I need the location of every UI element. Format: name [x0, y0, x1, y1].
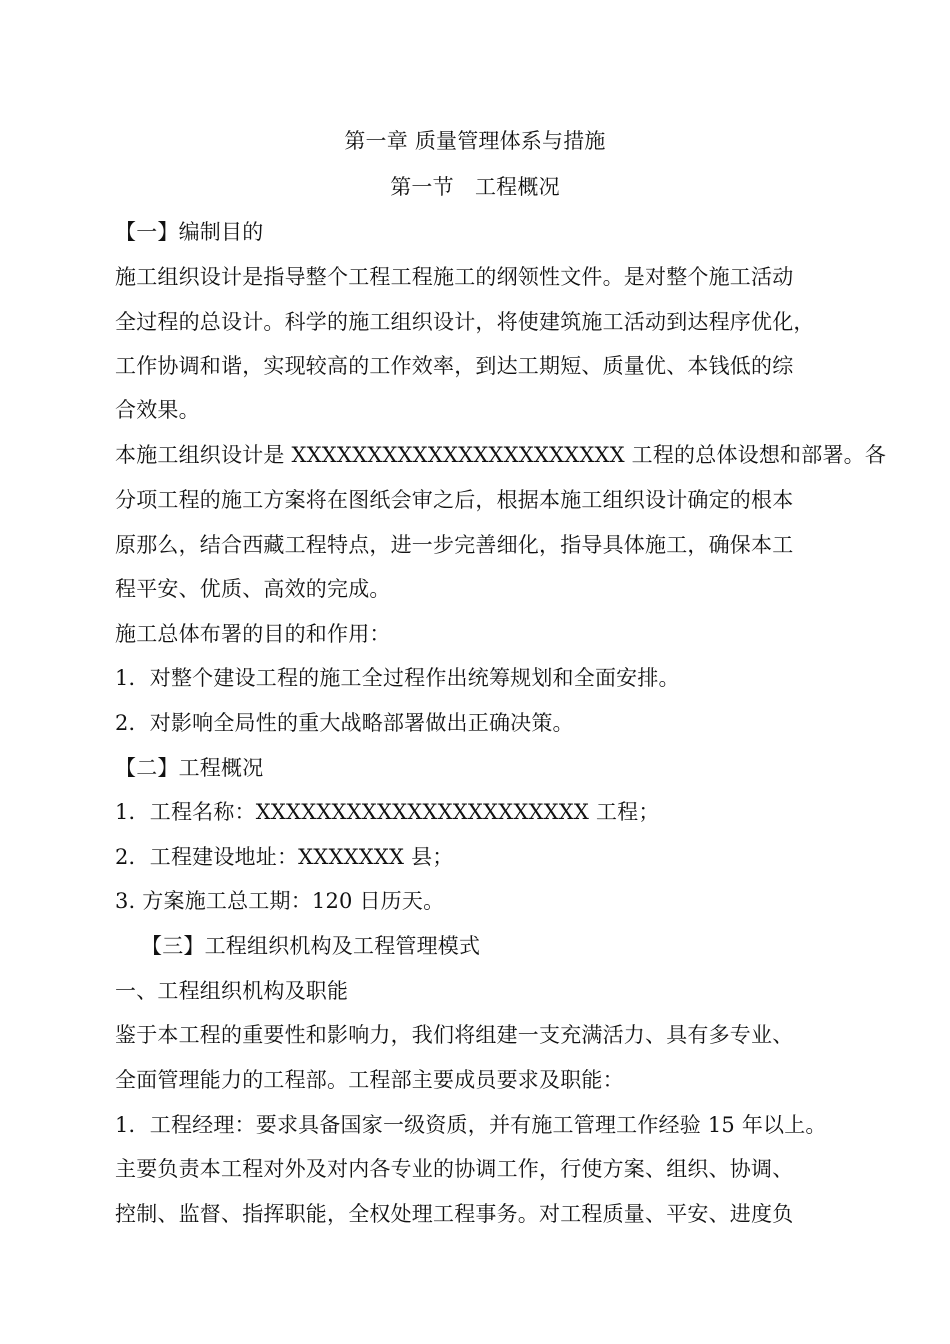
heading-overview: 【二】工程概况 — [115, 756, 264, 780]
paragraph-line: 工作协调和谐，实现较高的工作效率，到达工期短、质量优、本钱低的综 — [115, 354, 794, 378]
paragraph-line: 主要负责本工程对外及对内各专业的协调工作，行使方案、组织、协调、 — [115, 1157, 794, 1181]
list-item: 3. 方案施工总工期：120 日历天。 — [115, 889, 445, 913]
section-title: 第一节 工程概况 — [390, 175, 560, 199]
paragraph-line: 本施工组织设计是 XXXXXXXXXXXXXXXXXXXXXX 工程的总体设想和部署。各 — [115, 443, 887, 467]
paragraph-line: 鉴于本工程的重要性和影响力，我们将组建一支充满活力、具有多专业、 — [115, 1023, 794, 1047]
paragraph-line: 分项工程的施工方案将在图纸会审之后，根据本施工组织设计确定的根本 — [115, 488, 794, 512]
paragraph-line: 1．工程经理：要求具备国家一级资质，并有施工管理工作经验 15 年以上。 — [115, 1113, 827, 1137]
subheading-organization: 一、工程组织机构及职能 — [115, 979, 349, 1003]
paragraph-line: 全过程的总设计。科学的施工组织设计，将使建筑施工活动到达程序优化， — [115, 310, 815, 334]
paragraph-line: 施工总体布署的目的和作用： — [115, 622, 391, 646]
paragraph-line: 全面管理能力的工程部。工程部主要成员要求及职能： — [115, 1068, 624, 1092]
heading-organization: 【三】工程组织机构及工程管理模式 — [141, 934, 481, 958]
paragraph-line: 施工组织设计是指导整个工程工程施工的纲领性文件。是对整个施工活动 — [115, 265, 794, 289]
paragraph-line: 程平安、优质、高效的完成。 — [115, 577, 391, 601]
paragraph-line: 合效果。 — [115, 398, 200, 422]
chapter-title: 第一章 质量管理体系与措施 — [344, 129, 606, 153]
list-item: 1．工程名称：XXXXXXXXXXXXXXXXXXXXXX 工程； — [115, 800, 660, 824]
paragraph-line: 控制、监督、指挥职能，全权处理工程事务。对工程质量、平安、进度负 — [115, 1202, 794, 1226]
list-item: 2．工程建设地址：XXXXXXX 县； — [115, 845, 454, 869]
paragraph-line: 原那么，结合西藏工程特点，进一步完善细化，指导具体施工，确保本工 — [115, 533, 794, 557]
heading-purpose: 【一】编制目的 — [115, 220, 264, 244]
list-item: 2．对影响全局性的重大战略部署做出正确决策。 — [115, 711, 574, 735]
list-item: 1．对整个建设工程的施工全过程作出统筹规划和全面安排。 — [115, 666, 680, 690]
